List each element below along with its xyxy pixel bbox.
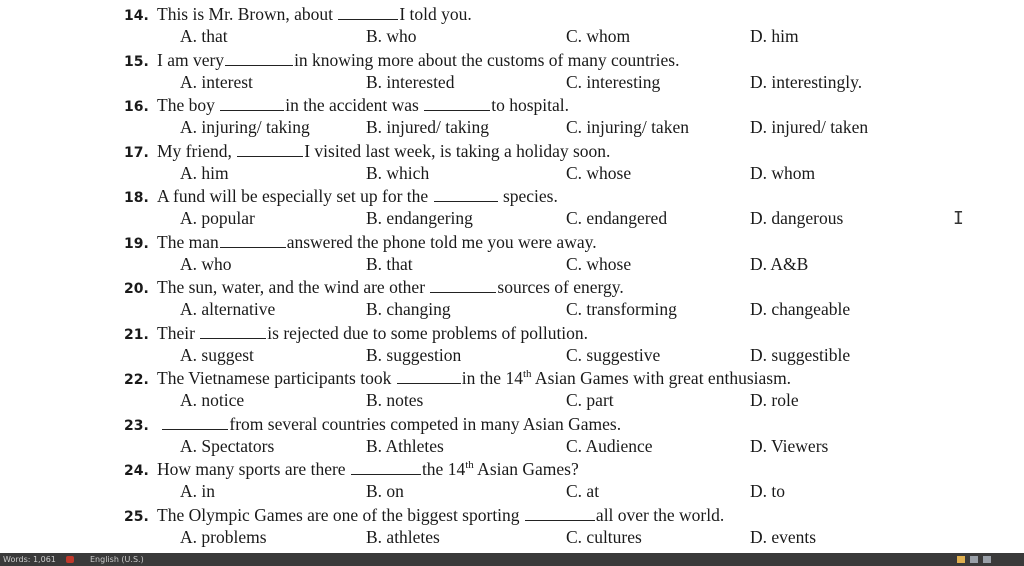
question-text-segment: The boy — [157, 95, 220, 115]
answer-option-d: D. him — [750, 26, 799, 46]
answer-option-d: D. events — [750, 526, 817, 547]
answer-option-d: D. changeable — [750, 299, 851, 319]
answer-option-b: B. notes — [366, 390, 424, 410]
answer-option-d: D. role — [750, 390, 799, 410]
answer-option-d: D. A&B — [750, 253, 809, 274]
answer-option-a: A. popular — [180, 208, 255, 228]
question-text — [124, 185, 558, 207]
answer-blank — [220, 231, 286, 248]
question-text-segment: in the 14 — [461, 368, 523, 388]
question-item — [0, 185, 1024, 231]
question-text-segment: This is Mr. Brown, about — [157, 4, 338, 24]
question-item — [0, 231, 1024, 277]
answer-option-d: D. injured/ taken — [750, 117, 869, 137]
proofing-icon[interactable] — [66, 556, 74, 563]
answer-blank — [200, 322, 266, 339]
answer-option-c: C. Audience — [566, 435, 653, 456]
answer-option-d: D. interestingly. — [750, 71, 863, 92]
question-item — [0, 94, 1024, 140]
question-text — [124, 140, 610, 162]
web-layout-view-icon[interactable] — [983, 556, 991, 563]
question-text — [124, 322, 588, 344]
answer-option-a: A. alternative — [180, 299, 276, 319]
answer-option-a: A. Spectators — [180, 435, 275, 456]
question-item — [0, 140, 1024, 186]
answer-option-a: A. suggest — [180, 344, 254, 365]
answer-option-a: A. who — [180, 253, 232, 274]
answer-option-c: C. at — [566, 481, 600, 501]
word-count[interactable]: Words: 1,061 — [3, 555, 56, 564]
answer-option-a: A. problems — [180, 526, 267, 547]
question-number: 24. — [124, 463, 149, 479]
answer-blank — [220, 94, 284, 111]
answer-option-c: C. interesting — [566, 71, 661, 92]
answer-option-c: C. transforming — [566, 299, 677, 319]
answer-option-c: C. cultures — [566, 526, 642, 547]
question-text-segment: I told you. — [399, 4, 472, 24]
answer-option-b: B. changing — [366, 299, 451, 319]
answer-option-c: C. part — [566, 390, 614, 410]
answer-blank — [397, 367, 461, 384]
question-number: 19. — [124, 235, 149, 252]
question-number: 22. — [124, 372, 149, 388]
answer-option-c: C. whose — [566, 162, 632, 183]
question-text-segment: answered the phone told me you were away. — [286, 231, 597, 252]
answer-blank — [430, 276, 496, 293]
question-text-segment: Asian Games with great enthusiasm. — [531, 368, 792, 388]
question-text-segment: The sun, water, and the wind are other — [157, 277, 430, 297]
answer-option-b: B. Athletes — [366, 435, 444, 456]
question-text-segment: The Vietnamese participants took — [157, 368, 396, 388]
question-text — [124, 458, 579, 480]
text-cursor-icon: I — [953, 208, 964, 229]
question-text-segment: The man — [157, 231, 219, 252]
answer-blank — [351, 458, 421, 475]
answer-option-d: D. to — [750, 481, 785, 501]
ordinal-suffix: th — [465, 459, 474, 472]
answer-blank — [525, 504, 595, 521]
question-text — [124, 94, 569, 116]
question-text — [124, 3, 472, 25]
question-text-segment: to hospital. — [491, 95, 570, 115]
full-screen-view-icon[interactable] — [970, 556, 978, 563]
question-text-segment: The Olympic Games are one of the biggest sporting — [157, 504, 524, 525]
question-number: 14. — [124, 8, 149, 24]
question-number: 20. — [124, 281, 149, 297]
question-text — [124, 276, 624, 298]
answer-option-a: A. interest — [180, 71, 253, 92]
answer-option-c: C. whom — [566, 26, 631, 46]
question-text — [124, 504, 724, 526]
question-text-segment: sources of energy. — [497, 277, 624, 297]
answer-option-d: D. suggestible — [750, 344, 851, 365]
answer-option-a: A. injuring/ taking — [180, 117, 310, 137]
question-text — [124, 367, 791, 389]
question-list — [0, 3, 1024, 549]
answer-blank — [162, 413, 228, 430]
answer-option-d: D. Viewers — [750, 435, 829, 456]
question-text-segment — [157, 414, 161, 434]
question-number: 25. — [124, 508, 149, 525]
answer-blank — [225, 49, 293, 66]
answer-option-b: B. which — [366, 162, 430, 183]
language-indicator[interactable]: English (U.S.) — [90, 555, 144, 564]
answer-option-c: C. suggestive — [566, 344, 661, 365]
answer-option-b: B. injured/ taking — [366, 117, 489, 137]
question-item — [0, 49, 1024, 95]
question-text-segment: Asian Games? — [473, 459, 579, 479]
answer-blank — [424, 94, 490, 111]
question-item — [0, 413, 1024, 459]
answer-option-b: B. on — [366, 481, 404, 501]
answer-option-b: B. athletes — [366, 526, 440, 547]
print-layout-view-icon[interactable] — [957, 556, 965, 563]
question-item — [0, 3, 1024, 49]
answer-blank — [338, 3, 398, 20]
question-text-segment: Their — [157, 322, 200, 343]
question-text-segment: My friend, — [157, 140, 237, 161]
ordinal-suffix: th — [522, 368, 532, 381]
answer-option-b: B. suggestion — [366, 344, 462, 365]
question-item — [0, 322, 1024, 368]
question-item — [0, 504, 1024, 550]
question-number: 17. — [124, 144, 149, 161]
question-item — [0, 458, 1024, 504]
question-text-segment: all over the world. — [595, 504, 725, 525]
question-number: 15. — [124, 53, 149, 70]
question-number: 18. — [124, 190, 149, 206]
question-text — [124, 413, 621, 435]
answer-blank — [434, 185, 498, 202]
answer-option-b: B. interested — [366, 71, 455, 92]
question-text-segment: in knowing more about the customs of many countries. — [294, 49, 680, 70]
question-text — [124, 231, 597, 253]
question-item — [0, 367, 1024, 413]
question-text-segment: from several countries competed in many Asian Games. — [229, 413, 622, 434]
answer-option-c: C. whose — [566, 253, 632, 274]
question-text-segment: the 14 — [421, 459, 466, 479]
question-text-segment: is rejected due to some problems of pollution. — [267, 322, 589, 343]
answer-option-c: C. injuring/ taken — [566, 117, 689, 137]
question-number: 23. — [124, 417, 149, 434]
answer-option-a: A. that — [180, 26, 228, 46]
answer-option-b: B. endangering — [366, 208, 473, 228]
answer-option-a: A. notice — [180, 390, 245, 410]
question-text-segment: I visited last week, is taking a holiday soon. — [304, 140, 611, 161]
question-text-segment: How many sports are there — [157, 459, 350, 479]
question-text-segment: A fund will be especially set up for the — [157, 186, 433, 206]
answer-blank — [237, 140, 303, 157]
answer-option-b: B. that — [366, 253, 413, 274]
question-text — [124, 49, 679, 71]
answer-option-d: D. whom — [750, 162, 816, 183]
status-bar — [0, 553, 1024, 566]
answer-option-a: A. in — [180, 481, 215, 501]
question-text-segment: species. — [498, 186, 558, 206]
answer-option-a: A. him — [180, 162, 229, 183]
answer-option-d: D. dangerous — [750, 208, 844, 228]
question-number: 21. — [124, 326, 149, 343]
answer-option-b: B. who — [366, 26, 417, 46]
question-text-segment: in the accident was — [285, 95, 424, 115]
question-number: 16. — [124, 99, 149, 115]
question-item — [0, 276, 1024, 322]
answer-option-c: C. endangered — [566, 208, 668, 228]
question-text-segment: I am very — [157, 49, 225, 70]
